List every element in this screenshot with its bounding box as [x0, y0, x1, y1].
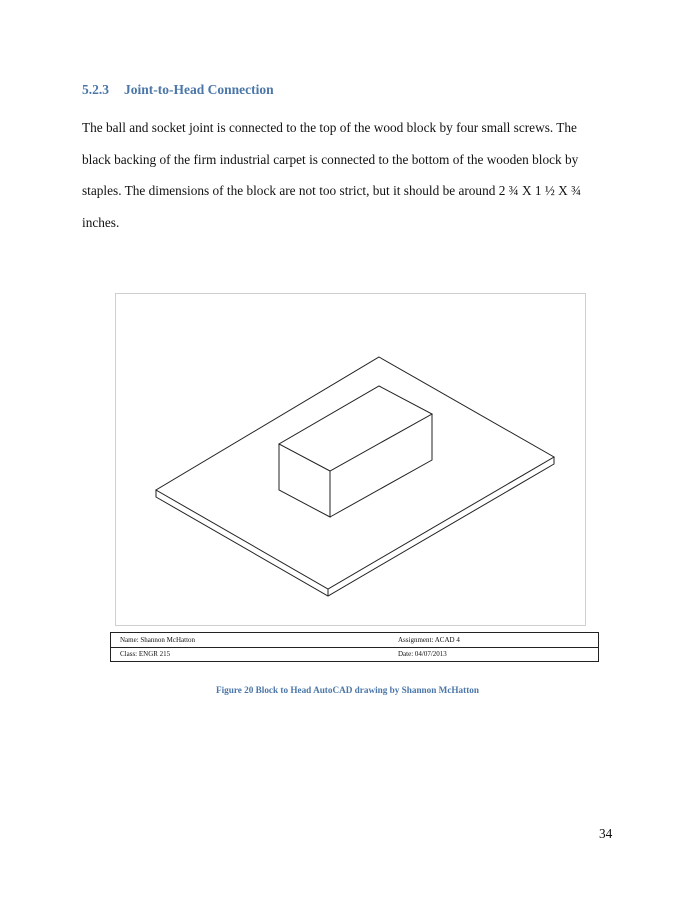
page-number: 34: [599, 826, 613, 841]
figure-caption: Figure 20 Block to Head AutoCAD drawing by Shannon McHatton: [216, 685, 479, 695]
section-number: 5.2.3: [82, 82, 109, 97]
base-plate-top: [156, 357, 554, 589]
drawing-class: Class: ENGR 215: [120, 650, 171, 658]
isometric-block-drawing: [116, 294, 587, 627]
title-block-row: [111, 633, 598, 648]
section-title: Joint-to-Head Connection: [124, 82, 274, 97]
title-block-row: [111, 647, 598, 661]
block-top: [279, 386, 432, 471]
section-heading: [82, 82, 274, 98]
block-left-face: [279, 444, 330, 517]
autocad-drawing-figure: [115, 293, 586, 626]
block-right-face: [330, 414, 432, 517]
drawing-date: Date: 04/07/2013: [398, 650, 447, 658]
body-paragraph: The ball and socket joint is connected to the top of the wood block by four small screws. The black backing of the firm industrial carpet is connected to the bottom of the wooden block by staples. The dimensions of the block are not too strict, but it should be around 2 ¾ X 1 ½ X ¾ inches.: [82, 120, 582, 230]
drawing-name: Name: Shannon McHatton: [120, 636, 196, 644]
drawing-assignment: Assignment: ACAD 4: [398, 636, 460, 644]
drawing-title-block: [110, 632, 599, 662]
base-plate-edge: [156, 457, 554, 596]
